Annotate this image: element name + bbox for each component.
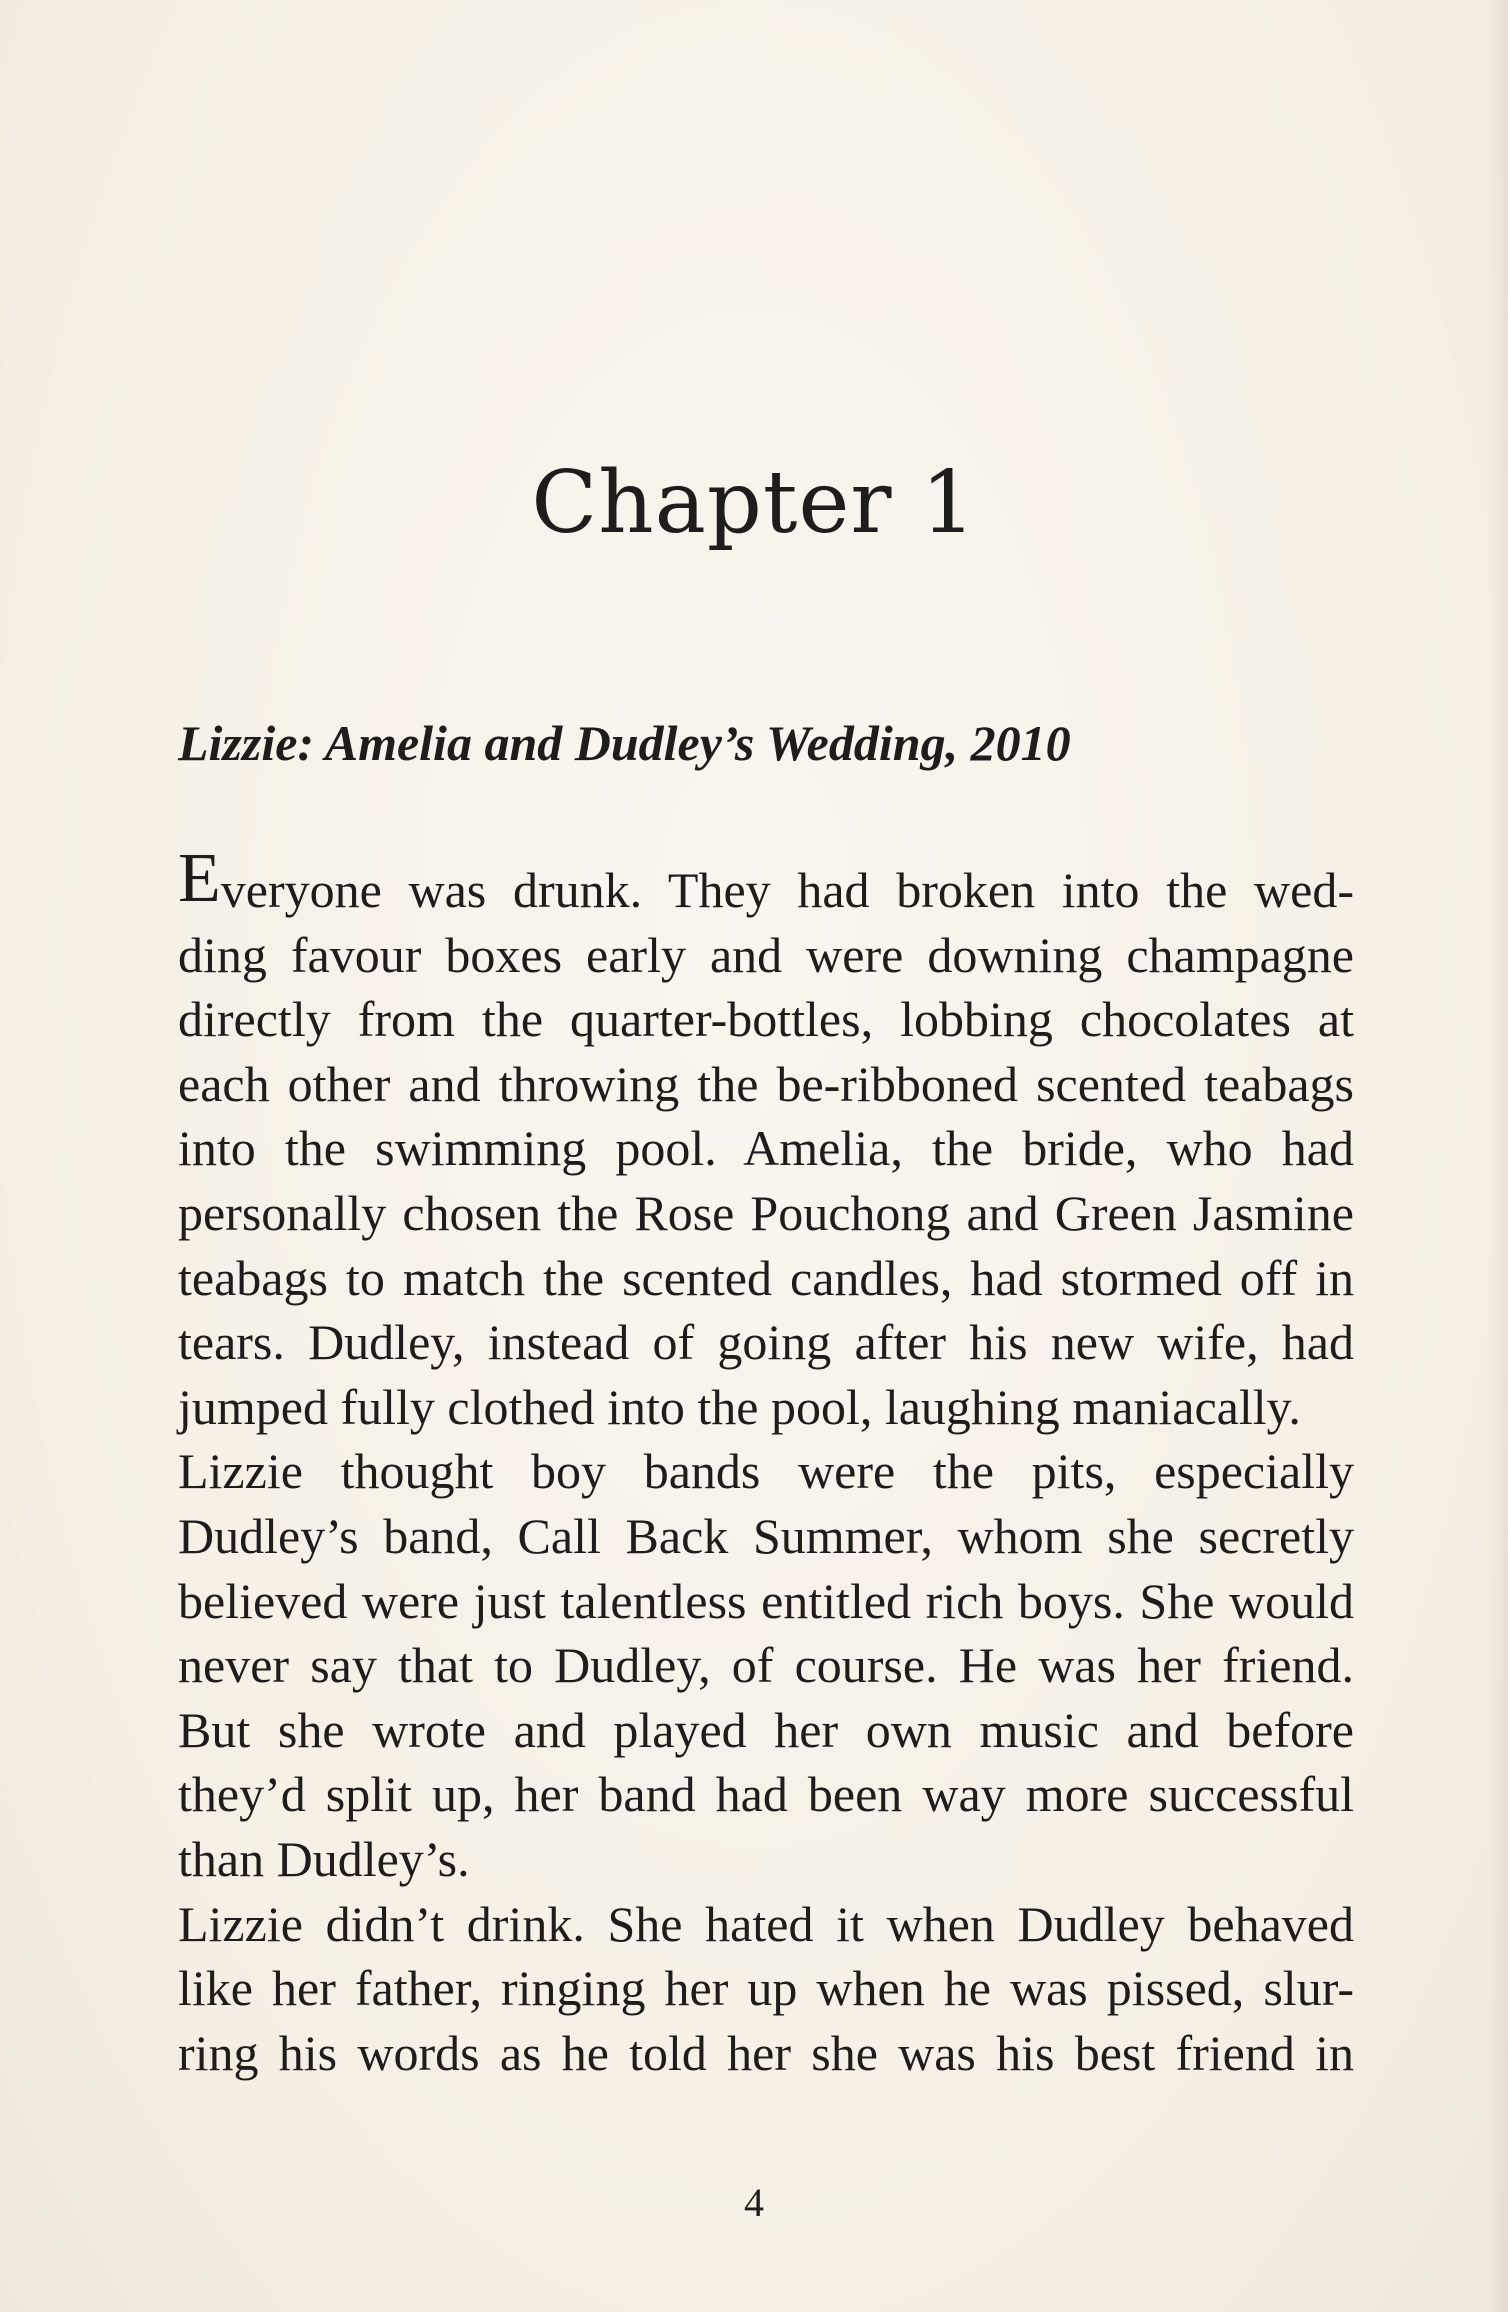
text-line: Lizzie thought boy bands were the pits, especially (178, 1443, 1354, 1500)
text-line: believed were just talentless entitled rich boys. She would (178, 1572, 1354, 1629)
text-line: ding favour boxes early and were downing champagne (178, 926, 1354, 983)
text-line: Dudley’s band, Call Back Summer, whom she secretly (178, 1507, 1354, 1564)
text-line: never say that to Dudley, of course. He was her friend. (178, 1637, 1354, 1694)
text-line: ring his words as he told her she was his best friend in (178, 2024, 1354, 2081)
text-line: tears. Dudley, instead of going after his new wife, had (178, 1314, 1354, 1371)
paragraph-1 (178, 840, 1354, 1439)
section-heading: Lizzie: Amelia and Dudley’s Wedding, 2010 (178, 715, 1071, 771)
text-line: Everyone was drunk. They had broken into the wed- (178, 840, 1354, 918)
text-line: But she wrote and played her own music and before (178, 1701, 1354, 1758)
text-line: Lizzie didn’t drink. She hated it when Dudley behaved (178, 1895, 1354, 1952)
text-line: teabags to match the scented candles, had stormed off in (178, 1249, 1354, 1306)
text-line: like her father, ringing her up when he was pissed, slur- (178, 1960, 1354, 2017)
text-line: into the swimming pool. Amelia, the bride, who had (178, 1120, 1354, 1177)
drop-cap: E (178, 840, 221, 917)
text-line: they’d split up, her band had been way more successful (178, 1766, 1354, 1823)
text-line: jumped fully clothed into the pool, laughing maniacally. (178, 1378, 1301, 1435)
body-text (178, 840, 1354, 2085)
text-line: directly from the quarter-bottles, lobbing chocolates at (178, 991, 1354, 1048)
text-line: than Dudley’s. (178, 1830, 470, 1887)
page-edge-shadow (1488, 0, 1508, 2312)
page-number: 4 (744, 2180, 764, 2225)
text-line: each other and throwing the be-ribboned scented teabags (178, 1055, 1354, 1112)
chapter-title: Chapter 1 (531, 453, 977, 553)
paragraph-3 (178, 1892, 1354, 2086)
paragraph-2 (178, 1439, 1354, 1891)
text-line: personally chosen the Rose Pouchong and Green Jasmine (178, 1184, 1354, 1241)
